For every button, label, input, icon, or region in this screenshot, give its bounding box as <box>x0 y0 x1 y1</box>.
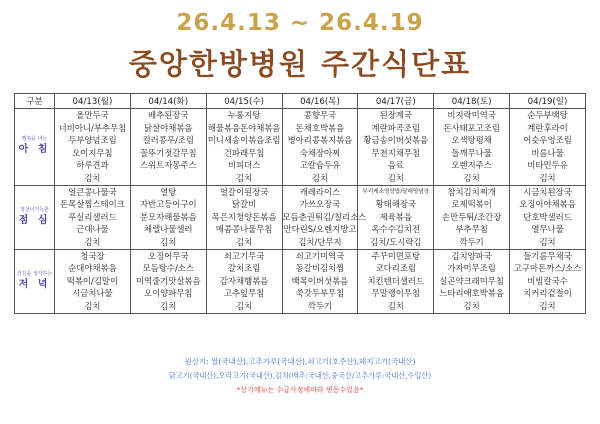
menu-cell <box>434 249 510 313</box>
menu-item: 쇠고기무국 <box>223 250 265 261</box>
meal-note: 정성이가득한 <box>20 206 49 213</box>
meal-row-breakfast <box>15 109 586 186</box>
menu-item: 김치 <box>160 300 177 311</box>
menu-cell <box>206 249 282 313</box>
menu-cell <box>510 249 586 313</box>
menu-cell <box>206 109 282 186</box>
menu-item: 백목이버섯볶음 <box>291 275 349 286</box>
menu-item: 김치 <box>387 172 404 183</box>
menu-item: 비름나물 <box>531 147 564 158</box>
menu-cell <box>358 249 434 313</box>
menu-item: 김치 <box>160 236 177 247</box>
menu-item: 황태해장국 <box>375 199 417 210</box>
menu-cell <box>55 109 131 186</box>
menu-item: 깍두기 <box>459 236 484 247</box>
menu-item: 배추된장국 <box>148 110 189 120</box>
menu-item <box>131 172 206 185</box>
menu-item: 들기름무채국 <box>523 250 572 261</box>
day-header-row <box>15 94 586 109</box>
menu-item: 콩향무국 <box>303 110 337 120</box>
menu-item: 김치 <box>84 300 101 311</box>
menu-cell <box>358 185 434 249</box>
menu-item: 김치/단무지 <box>298 236 342 247</box>
menu-item: 김치 <box>236 236 253 247</box>
menu-item: 모듬춘권튀김/칠리소스 <box>282 211 367 222</box>
menu-item: 떡볶이/김말이 <box>66 275 119 286</box>
menu-item: 김치 <box>236 172 253 183</box>
day-header-fri: 04/17(금) <box>358 94 434 109</box>
menu-item: 가자미무조림 <box>447 263 496 274</box>
menu-item: 시금치나물 <box>72 288 113 299</box>
menu-item: 컬러콩푸/조림 <box>142 135 194 146</box>
menu-item: 미니세송이볶음조림 <box>207 135 281 146</box>
menu-item: 순두부백탕 <box>527 110 568 120</box>
menu-item: 느타리애호박볶음 <box>439 288 504 299</box>
menu-item: 고구마돈까스/소스 <box>513 263 582 274</box>
menu-item: 고추잎무침 <box>223 288 265 299</box>
origin-line-1: 원산지: 쌀(국내산),고추가루(국내산),쇠고기(호주산),돼지고기(국내산) <box>184 357 416 366</box>
menu-item: 김치 <box>84 236 101 247</box>
menu-item: 김치 <box>539 236 556 247</box>
menu-cell <box>130 109 206 186</box>
menu-cell <box>510 109 586 186</box>
meal-name: 아 침 <box>18 144 51 156</box>
menu-item: 음료 <box>387 160 404 171</box>
origin-line-2: 닭고기(국내산),오리고기(국내산),김치(배추:국내산,중국산/고추가루:국내산,수입산) <box>168 371 432 380</box>
menu-item: 주꾸미면포탕 <box>371 250 421 261</box>
menu-item: 김치 <box>236 300 253 311</box>
menu-item: 비지락미역국 <box>447 110 496 120</box>
menu-item: 목은지청양돈볶음 <box>211 211 277 222</box>
menu-item: 쇠고기미역국 <box>295 250 345 261</box>
meal-label-lunch <box>15 185 55 249</box>
meal-note: 행복을 여는 <box>21 136 48 143</box>
menu-item: 실곤약크래미무침 <box>439 275 504 286</box>
menu-item: 김치 <box>463 300 480 311</box>
day-header-sun: 04/19(일) <box>510 94 586 109</box>
menu-item: 모듬탕수/소스 <box>142 263 194 274</box>
corner-label: 구분 <box>15 94 55 109</box>
menu-cell <box>55 249 131 313</box>
menu-item: 황금송이버섯볶음 <box>363 135 429 146</box>
menu-item: 닭갈비 <box>231 199 257 210</box>
menu-item: 닭살야채볶음 <box>143 122 193 133</box>
menu-item: 무말랭이무침 <box>371 288 421 299</box>
menu-item: 열탕 <box>160 186 177 197</box>
menu-item: 된장계국 <box>379 110 412 120</box>
menu-item: 김치 <box>84 172 101 183</box>
menu-item: 참치김치찌개 <box>447 186 496 197</box>
menu-item: 비타민두유 <box>527 160 568 171</box>
day-header-thu: 04/16(목) <box>282 94 358 109</box>
menu-item: 동갈비김치찜 <box>295 263 345 274</box>
menu-item: 감자채햄볶음 <box>219 275 269 286</box>
menu-item: 로제떡볶이 <box>451 199 492 210</box>
meal-row-lunch <box>15 185 586 249</box>
menu-item: 무쳔지채무침 <box>371 147 421 158</box>
menu-item: 순대야채볶음 <box>68 263 117 274</box>
menu-item: 올만두국 <box>76 110 109 120</box>
menu-item: 가쓰오장국 <box>299 199 341 210</box>
menu-cell <box>55 185 131 249</box>
menu-item: 제육볶음 <box>379 211 412 222</box>
menu-cell <box>510 185 586 249</box>
menu-item: 시금치된장국 <box>523 186 572 197</box>
menu-item: 청국장 <box>80 250 105 261</box>
menu-item: 만다린S/오렌지방고 <box>283 224 357 235</box>
menu-item: 김치 <box>311 172 329 183</box>
menu-item: 비빔칼국수 <box>527 275 568 286</box>
menu-item: 건파래무침 <box>223 147 265 158</box>
menu-item: 오징어야채볶음 <box>519 199 576 210</box>
menu-cell <box>434 109 510 186</box>
menu-item: 김치 <box>539 172 556 183</box>
menu-item: 코다리조림 <box>375 263 417 274</box>
menu-item: 부리케소영양밥/달래양념장 <box>362 188 430 195</box>
meal-name: 점 심 <box>18 214 51 226</box>
menu-item: 너비아니/부추무침 <box>58 122 127 133</box>
menu-cell <box>130 185 206 249</box>
menu-item: 김치/도시락김 <box>370 236 422 247</box>
menu-item: 자반고등어구이 <box>139 199 197 210</box>
meal-note: 건강을 생각하는 <box>16 270 53 277</box>
menu-cell <box>282 249 358 313</box>
menu-cell <box>434 185 510 249</box>
menu-item: 두부양념조림 <box>68 135 117 146</box>
menu-item: 오렌지주스 <box>451 160 492 171</box>
menu-item: 김치 <box>463 172 480 183</box>
menu-item: 김치 <box>387 300 404 311</box>
menu-item: 분모자해물볶음 <box>139 211 197 222</box>
menu-item: 스위트자몽주스 <box>139 160 197 171</box>
meal-label-dinner <box>15 249 55 313</box>
menu-item: 돈채호박볶음 <box>295 122 345 133</box>
menu-item: 계란파곡조림 <box>371 122 421 133</box>
meal-label-breakfast <box>15 109 55 186</box>
menu-item: 병아리콩볶지볶음 <box>287 135 353 146</box>
day-header-sat: 04/18(토) <box>434 94 510 109</box>
menu-item: 오이양파무침 <box>143 288 193 299</box>
weekly-menu-table <box>14 93 586 314</box>
meal-name: 저 녁 <box>18 278 51 290</box>
menu-item: 쑥갓두부무침 <box>295 288 345 299</box>
menu-item: 미역줄기맛살볶음 <box>135 275 201 286</box>
meal-row-dinner <box>15 249 586 313</box>
menu-item: 고칼슘두유 <box>299 160 341 171</box>
date-range: 26.4.13 ~ 26.4.19 <box>176 10 424 36</box>
menu-item: 손만두튀/조간장 <box>441 211 502 222</box>
menu-cell <box>130 249 206 313</box>
menu-cell <box>358 109 434 186</box>
menu-item: 숙채장아찌 <box>299 147 341 158</box>
menu-item: 근대나물 <box>76 224 109 235</box>
menu-item: 하루견과 <box>76 160 109 171</box>
day-header-wed: 04/15(수) <box>206 94 282 109</box>
menu-item: 매콤콩나물무침 <box>215 224 273 235</box>
menu-item: 누룽지탕 <box>227 110 261 120</box>
day-header-tue: 04/14(화) <box>130 94 206 109</box>
menu-item: 치킨텐더샐러드 <box>367 275 425 286</box>
menu-item: 깍두기 <box>307 300 333 311</box>
menu-item: 계란후라이 <box>527 122 568 133</box>
menu-item: 갈치조림 <box>227 263 261 274</box>
menu-item: 꼴뚜기젓갈무침 <box>139 147 197 158</box>
menu-item: 돈목살찜스테이크 <box>60 199 125 210</box>
menu-item: 김치양파국 <box>451 250 492 261</box>
menu-item: 부추무침 <box>455 224 488 235</box>
menu-cell <box>282 185 367 249</box>
menu-item: 체렐나물샐러 <box>143 224 193 235</box>
menu-cell <box>206 185 282 249</box>
menu-item: 돈사태포고조림 <box>443 122 500 133</box>
menu-item: 들깨무나물 <box>451 147 492 158</box>
menu-item: 비피더스 <box>227 160 261 171</box>
menu-change-notice: *상기메뉴는 수급사정에따라 변동수있음* <box>236 386 364 394</box>
menu-item: 해물볶음돈야채볶음 <box>207 122 281 133</box>
menu-item: 열무나물 <box>531 224 564 235</box>
menu-item: 치커리겉절이 <box>523 288 572 299</box>
menu-item: 얼갈이된장국 <box>219 186 269 197</box>
menu-item: 얼큰콩나물국 <box>68 186 117 197</box>
page-title: 중앙한방병원 주간식단표 <box>128 47 472 81</box>
menu-item: 푸실리샐러드 <box>68 211 117 222</box>
menu-item: 어슷우엉조림 <box>523 135 572 146</box>
menu-item: 김치 <box>539 300 556 311</box>
menu-item: 오색탕평채 <box>451 135 492 146</box>
day-header-mon: 04/13(월) <box>55 94 131 109</box>
menu-item: 단호박샐러드 <box>523 211 572 222</box>
menu-cell <box>282 109 358 186</box>
menu-item: 캐레라이스 <box>299 186 341 197</box>
menu-item: 오징어무국 <box>148 250 189 261</box>
menu-item: 오이지무침 <box>72 147 113 158</box>
menu-item: 옥수수김치전 <box>371 224 421 235</box>
